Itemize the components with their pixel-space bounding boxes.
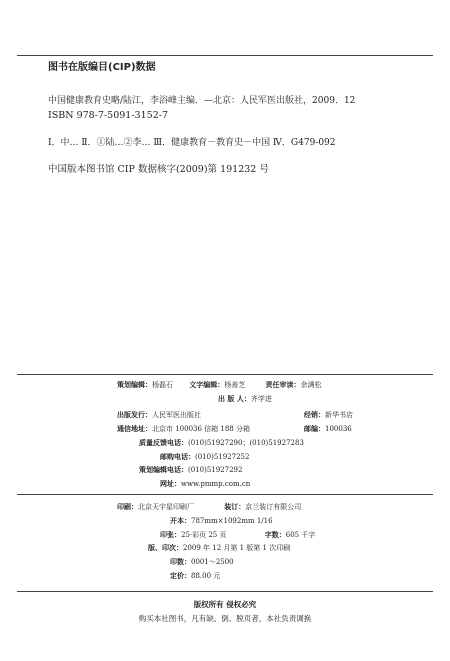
replacement-notice: 购买本社图书，凡有缺、倒、脱页者，本社负责调换 xyxy=(138,614,312,623)
text-editor-label: 文字编辑： xyxy=(189,381,225,389)
printer-value: 北京天宇星印刷厂 xyxy=(138,503,194,511)
issuer-value: 人民军医出版社 xyxy=(152,411,201,419)
publisher-person-label: 出 版 人： xyxy=(218,395,251,403)
binder-label: 装订： xyxy=(224,503,246,511)
postcode-label: 邮编： xyxy=(304,425,325,433)
sheets-value: 25·彩页 25 页 xyxy=(181,531,227,539)
sheets-label: 印张： xyxy=(160,531,181,539)
edition-label: 版、印次： xyxy=(148,544,183,552)
top-rule xyxy=(17,55,433,56)
planning-editor-label: 策划编辑： xyxy=(117,381,152,389)
publisher-person-row xyxy=(218,394,272,404)
feedback-phone-value: (010)51927290；(010)51927283 xyxy=(188,439,304,447)
price-label: 定价： xyxy=(170,572,191,580)
issuer-label: 出版发行： xyxy=(117,411,152,419)
distributor-row xyxy=(304,410,353,420)
editorial-phone-row xyxy=(139,465,242,475)
distributor-value: 新华书店 xyxy=(325,411,353,419)
cip-isbn: ISBN 978-7-5091-3152-7 xyxy=(48,110,168,121)
edition-row xyxy=(148,543,290,553)
copies-value: 0001～2500 xyxy=(191,558,234,566)
printer-label: 印刷： xyxy=(117,503,138,511)
cip-core-data-number: 中国版本图书馆 CIP 数据核字(2009)第 191232 号 xyxy=(48,164,269,175)
address-label: 通信地址： xyxy=(117,425,152,433)
words-value: 605 千字 xyxy=(285,531,316,539)
binder-value: 京兰装订有限公司 xyxy=(245,503,302,511)
format-value: 787mm×1092mm 1/16 xyxy=(191,517,273,525)
copyright-notice: 版权所有 侵权必究 xyxy=(193,600,257,609)
website-row xyxy=(160,479,250,489)
sheets-row xyxy=(160,530,315,540)
editorial-phone-value: (010)51927292 xyxy=(188,466,243,474)
format-label: 开本： xyxy=(170,517,191,525)
copyright-rule xyxy=(17,591,433,592)
postcode-value: 100036 xyxy=(325,425,352,433)
printer-row xyxy=(117,502,301,512)
reviewer-value: 余满松 xyxy=(300,381,322,389)
printing-rule xyxy=(17,494,433,495)
publisher-person-value: 齐学进 xyxy=(250,395,272,403)
sales-phone-label: 邮购电话： xyxy=(160,453,195,461)
postcode-row xyxy=(304,424,352,434)
sales-phone-row xyxy=(160,452,249,462)
price-value: 88.00 元 xyxy=(191,572,221,580)
format-row xyxy=(170,516,273,526)
website-value: www.pmmp.com.cn xyxy=(181,480,251,488)
sales-phone-value: (010)51927252 xyxy=(195,453,250,461)
copies-label: 印数： xyxy=(170,558,191,566)
cip-book-entry: 中国健康教育史略/陆江，李浴峰主编．—北京：人民军医出版社，2009．12 xyxy=(48,96,356,106)
feedback-phone-label: 质量反馈电话： xyxy=(139,439,188,447)
distributor-label: 经销： xyxy=(304,411,325,419)
edition-value: 2009 年 12 月第 1 版第 1 次印刷 xyxy=(183,544,291,552)
cip-heading: 图书在版编目(CIP)数据 xyxy=(48,62,156,73)
staff-editors-row xyxy=(117,380,321,390)
issuer-row xyxy=(117,410,201,420)
address-row xyxy=(117,424,250,434)
planning-editor-value: 杨磊石 xyxy=(152,381,173,389)
reviewer-label: 责任审读： xyxy=(265,381,301,389)
text-editor-value: 杨善芝 xyxy=(224,381,246,389)
website-label: 网址： xyxy=(160,480,181,488)
staff-rule xyxy=(17,374,433,375)
feedback-phone-row xyxy=(139,438,304,448)
price-row xyxy=(170,571,220,581)
words-label: 字数： xyxy=(264,531,286,539)
address-value: 北京市 100036 信箱 188 分箱 xyxy=(152,425,250,433)
cip-classification: Ⅰ．中… Ⅱ．①陆…②李… Ⅲ．健康教育－教育史－中国 Ⅳ．G479-092 xyxy=(48,138,336,148)
editorial-phone-label: 策划编辑电话： xyxy=(139,466,188,474)
copies-row xyxy=(170,557,234,567)
